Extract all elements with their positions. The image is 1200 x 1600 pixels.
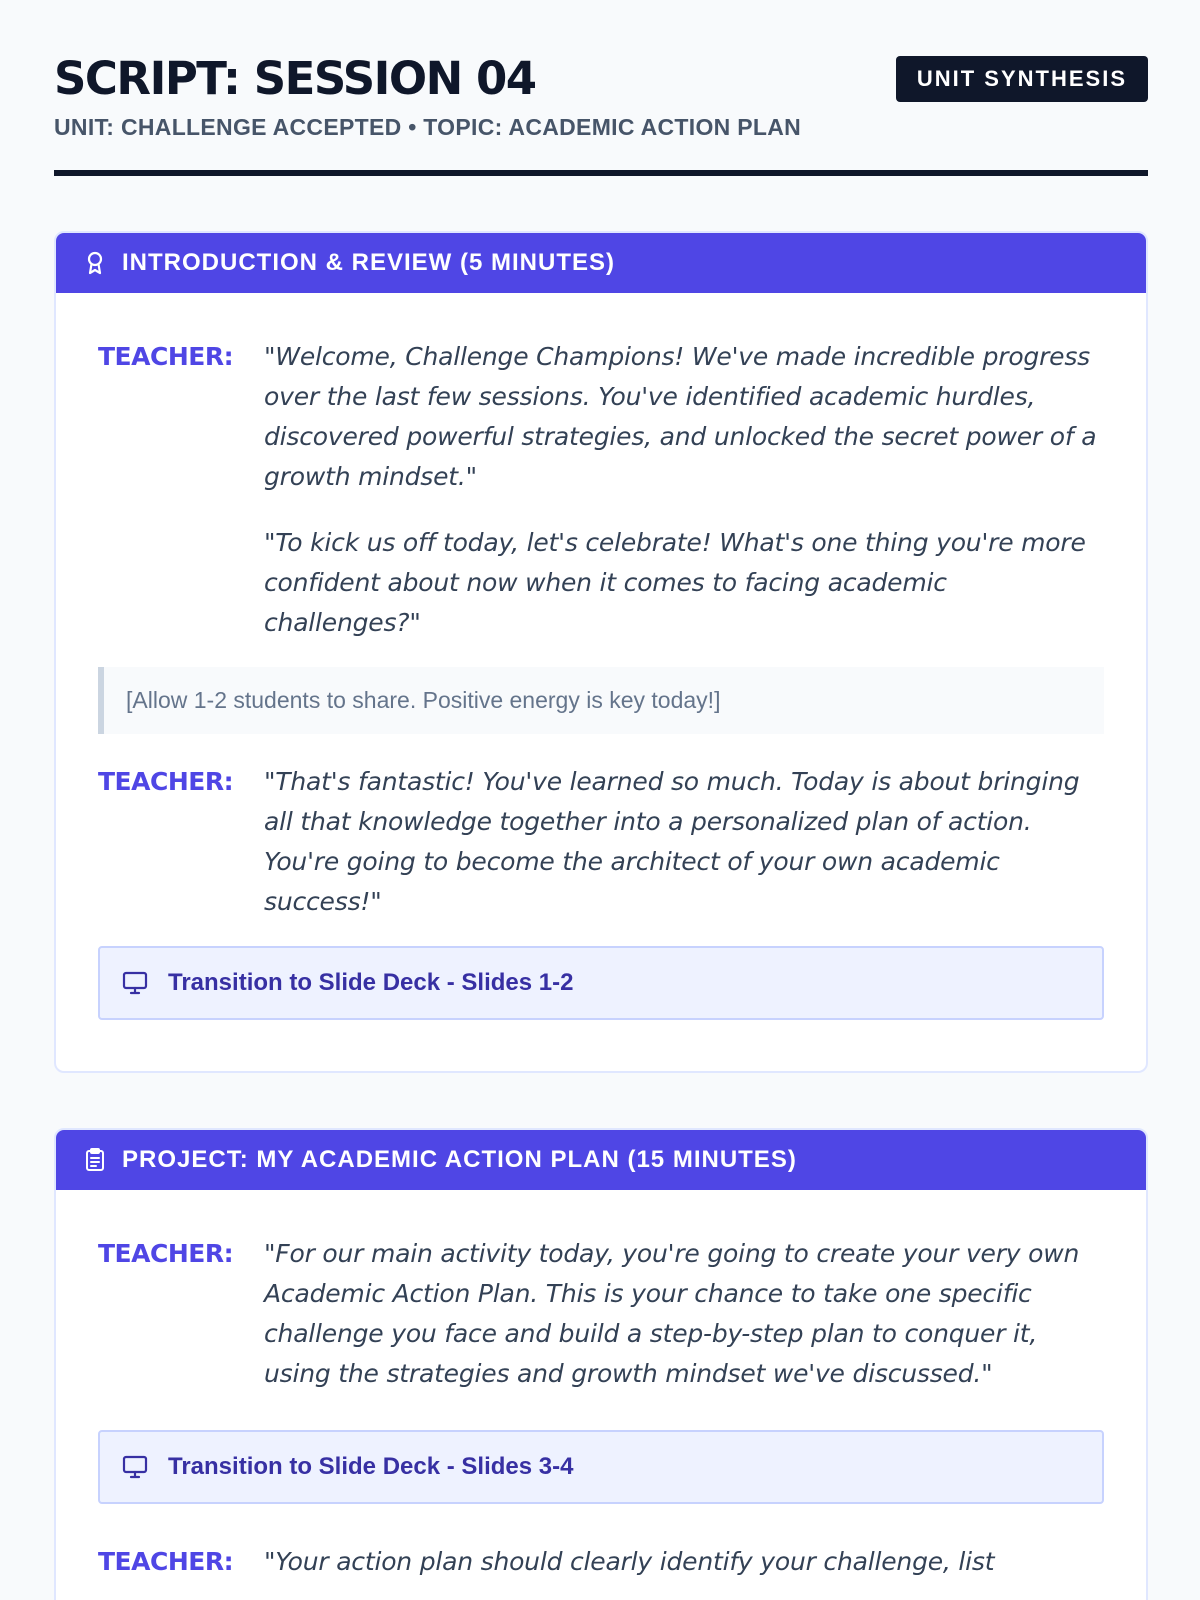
dialogue-block bbox=[98, 1542, 1104, 1582]
dialogue-lines bbox=[264, 337, 1104, 643]
section-title: PROJECT: MY ACADEMIC ACTION PLAN (15 MINUTES) bbox=[122, 1146, 797, 1173]
section-body bbox=[56, 293, 1146, 1060]
transition-label: Transition to Slide Deck - Slides 3-4 bbox=[168, 1453, 574, 1480]
dialogue-lines bbox=[264, 762, 1104, 922]
speaker-label: TEACHER: bbox=[98, 342, 234, 371]
section-project bbox=[54, 1128, 1148, 1600]
page-subtitle: UNIT: CHALLENGE ACCEPTED • TOPIC: ACADEMIC ACTION PLAN bbox=[54, 114, 802, 140]
stage-direction-note: [Allow 1-2 students to share. Positive energy is key today!] bbox=[98, 667, 1104, 734]
dialogue-lines bbox=[264, 1234, 1104, 1394]
monitor-icon bbox=[122, 1454, 148, 1480]
dialogue-block bbox=[98, 337, 1104, 643]
dialogue-line: "That's fantastic! You've learned so much. Today is about bringing all that knowledge together into a personalized plan of action. You're going to become the architect of your own academic success!" bbox=[264, 767, 1080, 916]
dialogue-block bbox=[98, 762, 1104, 922]
monitor-icon bbox=[122, 970, 148, 996]
speaker-label: TEACHER: bbox=[98, 1239, 234, 1268]
section-header bbox=[56, 1130, 1146, 1190]
slide-transition-callout[interactable] bbox=[98, 1430, 1104, 1504]
section-title: INTRODUCTION & REVIEW (5 MINUTES) bbox=[122, 249, 615, 276]
page-title: SCRIPT: SESSION 04 bbox=[54, 52, 536, 105]
speaker-label: TEACHER: bbox=[98, 767, 234, 796]
slide-transition-callout[interactable] bbox=[98, 946, 1104, 1020]
dialogue-line: "Your action plan should clearly identify your challenge, list bbox=[264, 1547, 995, 1576]
section-body bbox=[56, 1190, 1146, 1600]
award-icon bbox=[84, 251, 106, 275]
section-header bbox=[56, 233, 1146, 293]
speaker-label: TEACHER: bbox=[98, 1547, 234, 1576]
dialogue-line: "For our main activity today, you're going to create your very own Academic Action Plan. This is your chance to take one specific challenge you face and build a step-by-step plan to conquer it, using the strategies and growth mindset we've discussed." bbox=[264, 1239, 1080, 1388]
section-introduction bbox=[54, 231, 1148, 1073]
dialogue-line: "Welcome, Challenge Champions! We've made incredible progress over the last few sessions. You've identified academic hurdles, discovered powerful strategies, and unlocked the secret power of a growth mindset." bbox=[264, 342, 1097, 491]
dialogue-block bbox=[98, 1234, 1104, 1394]
clipboard-icon bbox=[84, 1148, 106, 1172]
dialogue-lines bbox=[264, 1542, 1104, 1582]
transition-label: Transition to Slide Deck - Slides 1-2 bbox=[168, 969, 574, 996]
dialogue-line: "To kick us off today, let's celebrate! What's one thing you're more confident about now when it comes to facing academic challenges?" bbox=[264, 528, 1086, 637]
document-header bbox=[54, 52, 1148, 141]
header-divider bbox=[54, 170, 1148, 176]
unit-badge: UNIT SYNTHESIS bbox=[896, 56, 1148, 102]
